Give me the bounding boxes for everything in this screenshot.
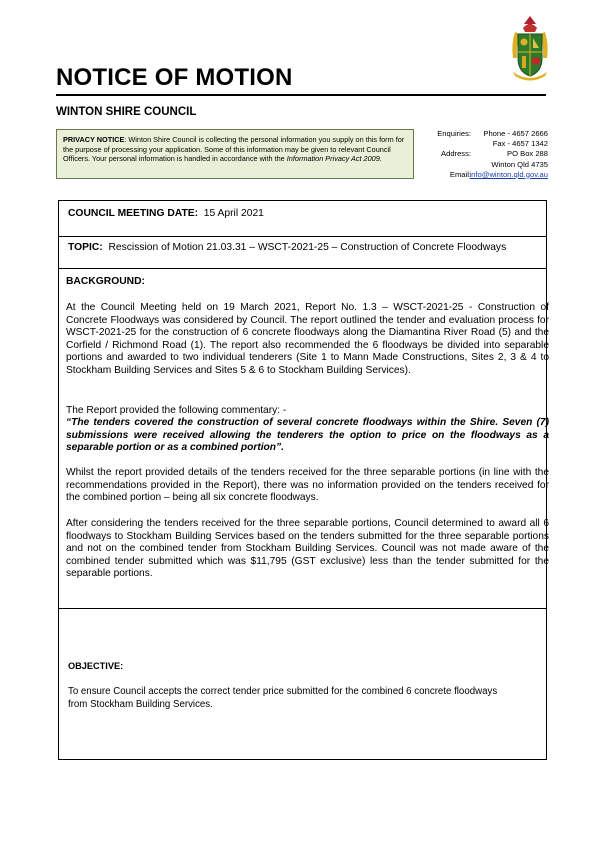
objective-text: To ensure Council accepts the correct tender price submitted for the combined 6 concrete floodways from Stockham Building Services. <box>68 686 498 710</box>
commentary-intro: The Report provided the following commentary: - <box>66 405 287 416</box>
privacy-notice-text: : Winton Shire Council is collecting the personal information you supply on this form for the purpose of processing your application. Some of this information may be given to relevant Council Officers. Your personal information is handled in accordance with the <box>63 135 405 164</box>
meeting-date-label: COUNCIL MEETING DATE: <box>68 208 199 219</box>
commentary-quote <box>66 417 549 455</box>
council-crest-logo <box>505 14 555 86</box>
objective-cell <box>58 608 547 760</box>
topic-label: TOPIC: <box>68 242 103 253</box>
background-paragraph-1: At the Council Meeting held on 19 March 2021, Report No. 1.3 – WSCT-2021-25 - Construction of Concrete Floodways was considered by Council. The report outlined the tender and evaluation process for WSCT-2021-25 for the construction of 6 concrete floodways along the Diamantina River Road (5) and the Corfield / Richmond Road (1). The report also recommended the 6 floodways be divided into separable portions and awarded to two individual tenderers (Site 1 to Mann Made Constructions, Sites 2, 3 & 4 to Stockham Building Services and Sites 5 & 6 to Stockham Building Services). <box>66 302 549 376</box>
fax-number: Fax - 4657 1342 <box>492 139 548 149</box>
council-name: WINTON SHIRE COUNCIL <box>56 106 197 118</box>
enquiries-label: Enquiries: <box>437 129 471 138</box>
address-line-1: PO Box 288 <box>507 149 548 159</box>
email-link[interactable]: info@winton.qld.gov.au <box>469 169 548 179</box>
privacy-notice-label: PRIVACY NOTICE <box>63 135 125 144</box>
address-label: Address: <box>441 149 471 159</box>
phone-number: Phone - 4657 2666 <box>483 129 548 138</box>
objective-heading: OBJECTIVE: <box>68 661 124 671</box>
background-paragraph-4: After considering the tenders received for the three separable portions, Council determined to award all 6 floodways to Stockham Building Services based on the tenders submitted for the three separable portions and not on the combined tender from Stockham Building Services. Council was not made aware of the combined tender submitted which was $11,795 (GST exclusive) less than the tender submitted for the separable portions. <box>66 518 549 579</box>
title-divider <box>56 94 546 96</box>
meeting-date-value: 15 April 2021 <box>203 208 264 219</box>
commentary-quote-text: “The tenders covered the construction of several concrete floodways within the Shire. Seven (7) submissions were received allowing the tenderers the option to price on the floodways as a separable portion or as a combined portion”. <box>66 417 549 453</box>
background-heading: BACKGROUND: <box>66 276 145 287</box>
topic-value: Rescission of Motion 21.03.31 – WSCT-2021-25 – Construction of Concrete Floodways <box>108 242 507 253</box>
privacy-notice-end: . <box>379 154 382 164</box>
address-line-2: Winton Qld 4735 <box>491 159 548 169</box>
email-label: Email: <box>449 169 471 179</box>
privacy-act-name: Information Privacy Act 2009 <box>286 154 380 164</box>
background-paragraph-3: Whilst the report provided details of the tenders received for the three separable portions (in line with the recommendations provided in the Report), there was no information provided on the tenders received for the combined portion – being all six concrete floodways. <box>66 467 549 503</box>
meeting-date-cell <box>58 200 547 236</box>
privacy-notice <box>56 129 414 179</box>
page-title: NOTICE OF MOTION <box>56 64 293 91</box>
topic-cell <box>58 236 547 268</box>
contact-details <box>424 129 548 180</box>
